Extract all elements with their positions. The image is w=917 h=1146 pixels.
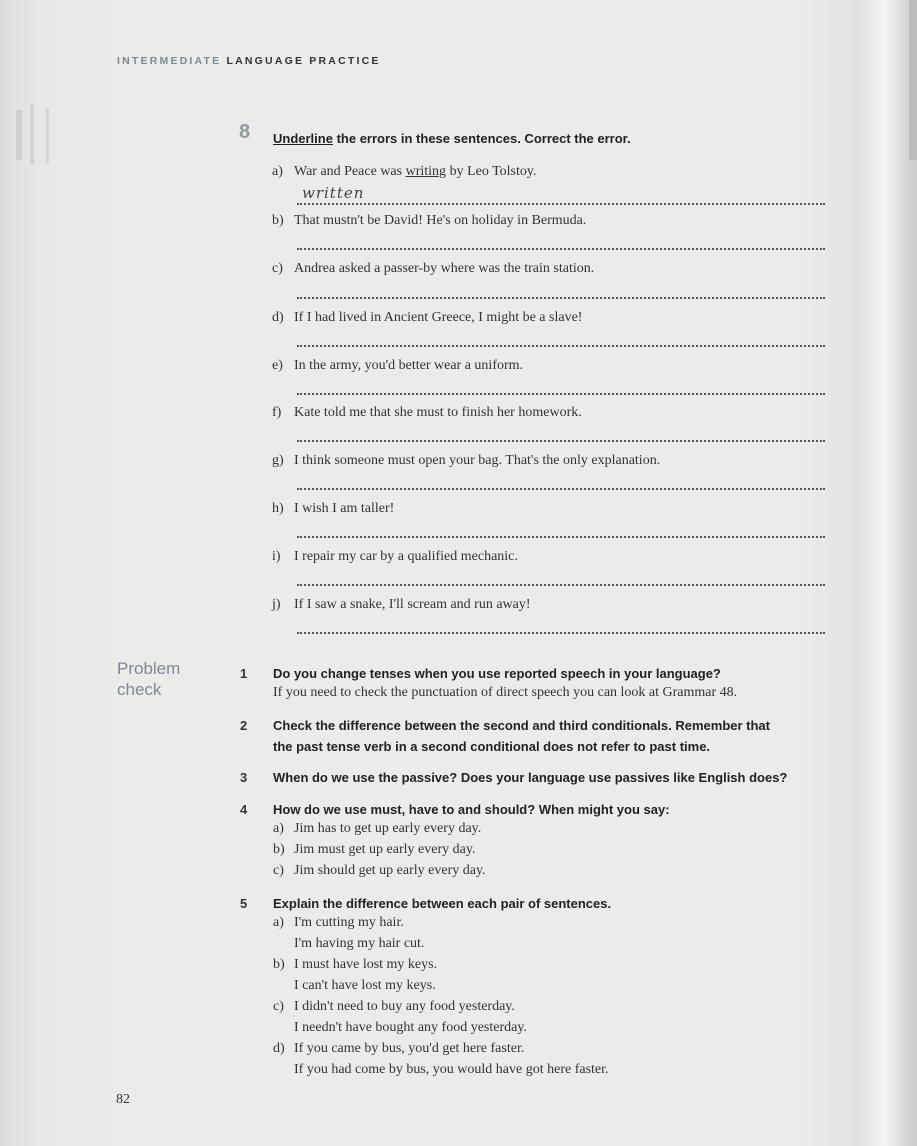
exercise-item-b: [272, 213, 586, 229]
question-2-bold-line2: the past tense verb in a second conditional does not refer to past time.: [273, 739, 711, 754]
exercise-item-j: [272, 597, 531, 613]
question-4-sub-a: [273, 821, 481, 837]
question-3-bold: When do we use the passive? Does your language use passives like English does?: [273, 770, 788, 785]
running-header: [117, 55, 381, 67]
instruction-text: the errors in these sentences. Correct the error.: [332, 131, 631, 146]
exercise-item-i: [272, 549, 518, 565]
sub-letter: d): [273, 1041, 285, 1056]
exercise-item-a: [272, 164, 536, 180]
exercise-item-g: [272, 453, 660, 469]
answer-line-e[interactable]: [297, 383, 825, 395]
exercise-item-d: [272, 310, 582, 326]
item-letter: c): [272, 261, 283, 276]
item-letter: e): [272, 358, 283, 373]
sub-letter: a): [273, 915, 284, 930]
question-number: 1: [240, 666, 248, 681]
title-line: Problem: [117, 659, 181, 678]
spine-shadow: [16, 110, 22, 160]
question-5-bold: Explain the difference between each pair of sentences.: [273, 896, 612, 911]
sub-text: Jim must get up early every day.: [294, 842, 476, 857]
question-1-text: If you need to check the punctuation of direct speech you can look at Grammar 48.: [273, 685, 738, 700]
question-1-bold: Do you change tenses when you use reported speech in your language?: [273, 666, 721, 681]
question-4-sub-b: [273, 842, 475, 858]
item-letter: h): [272, 501, 284, 516]
question-5-pair-b-second: I can't have lost my keys.: [294, 978, 436, 993]
question-5-pair-c-second: I needn't have bought any food yesterday.: [294, 1020, 527, 1035]
page-number: 82: [116, 1092, 130, 1107]
exercise-item-h: [272, 501, 394, 517]
item-text: If I saw a snake, I'll scream and run away!: [294, 597, 531, 612]
exercise-item-f: [272, 405, 582, 421]
question-5-pair-c: [273, 999, 515, 1015]
item-letter: b): [272, 213, 284, 228]
question-number: 4: [240, 802, 248, 817]
question-2-bold-line1: Check the difference between the second and third conditionals. Remember that: [273, 718, 770, 733]
header-title: LANGUAGE PRACTICE: [226, 55, 381, 67]
item-letter: i): [272, 549, 281, 564]
question-number: 2: [240, 718, 248, 733]
question-5-pair-d-second: If you had come by bus, you would have got here faster.: [294, 1062, 609, 1077]
question-5-pair-a-second: I'm having my hair cut.: [294, 936, 425, 951]
answer-line-a[interactable]: [297, 193, 825, 205]
answer-line-g[interactable]: [297, 478, 825, 490]
sub-letter: b): [273, 957, 285, 972]
answer-line-i[interactable]: [297, 574, 825, 586]
spine-shadow: [30, 105, 34, 165]
answer-line-b[interactable]: [297, 238, 825, 250]
exercise-item-c: [272, 261, 594, 277]
item-error-word: writing: [405, 164, 447, 179]
spine-shadow: [46, 108, 49, 163]
sub-letter: c): [273, 863, 284, 878]
exercise-number: 8: [239, 121, 251, 143]
handwritten-answer: written: [302, 184, 365, 202]
question-number: 3: [240, 770, 248, 785]
question-5-pair-b: [273, 957, 437, 973]
item-letter: j): [272, 597, 281, 612]
item-text: If I had lived in Ancient Greece, I might be a slave!: [294, 310, 583, 325]
item-text: Andrea asked a passer-by where was the train station.: [294, 261, 595, 276]
exercise-item-e: [272, 358, 523, 374]
exercise-instruction: [273, 131, 631, 146]
item-text-after: by Leo Tolstoy.: [446, 164, 537, 179]
item-letter: d): [272, 310, 284, 325]
item-text: I repair my car by a qualified mechanic.: [294, 549, 518, 564]
sub-letter: a): [273, 821, 284, 836]
item-text: Kate told me that she must to finish her homework.: [294, 405, 582, 420]
answer-line-d[interactable]: [297, 335, 825, 347]
answer-line-f[interactable]: [297, 430, 825, 442]
item-letter: g): [272, 453, 284, 468]
question-4-sub-c: [273, 863, 486, 879]
answer-line-h[interactable]: [297, 526, 825, 538]
sub-text: I'm cutting my hair.: [294, 915, 404, 930]
question-4-bold: How do we use must, have to and should? When might you say:: [273, 802, 670, 817]
item-text: I think someone must open your bag. That's the only explanation.: [294, 453, 661, 468]
question-number: 5: [240, 896, 248, 911]
item-letter: f): [272, 405, 282, 420]
question-5-pair-d: [273, 1041, 524, 1057]
item-text: That mustn't be David! He's on holiday in Bermuda.: [294, 213, 587, 228]
sub-letter: c): [273, 999, 284, 1014]
sub-text: If you came by bus, you'd get here faster.: [294, 1041, 525, 1056]
sub-letter: b): [273, 842, 285, 857]
question-5-pair-a: [273, 915, 404, 931]
item-text-before: War and Peace was: [294, 164, 406, 179]
title-line: check: [117, 680, 162, 699]
page-edge-shadow: [909, 0, 917, 160]
header-series: INTERMEDIATE: [117, 55, 222, 67]
sub-text: Jim should get up early every day.: [294, 863, 486, 878]
item-text: In the army, you'd better wear a uniform.: [294, 358, 524, 373]
sub-text: I didn't need to buy any food yesterday.: [294, 999, 515, 1014]
sub-text: Jim has to get up early every day.: [294, 821, 482, 836]
answer-line-j[interactable]: [297, 622, 825, 634]
instruction-underlined-word: Underline: [273, 131, 333, 146]
item-text: I wish I am taller!: [294, 501, 395, 516]
answer-line-c[interactable]: [297, 287, 825, 299]
sub-text: I must have lost my keys.: [294, 957, 438, 972]
item-letter: a): [272, 164, 283, 179]
problem-check-title: [117, 658, 180, 700]
